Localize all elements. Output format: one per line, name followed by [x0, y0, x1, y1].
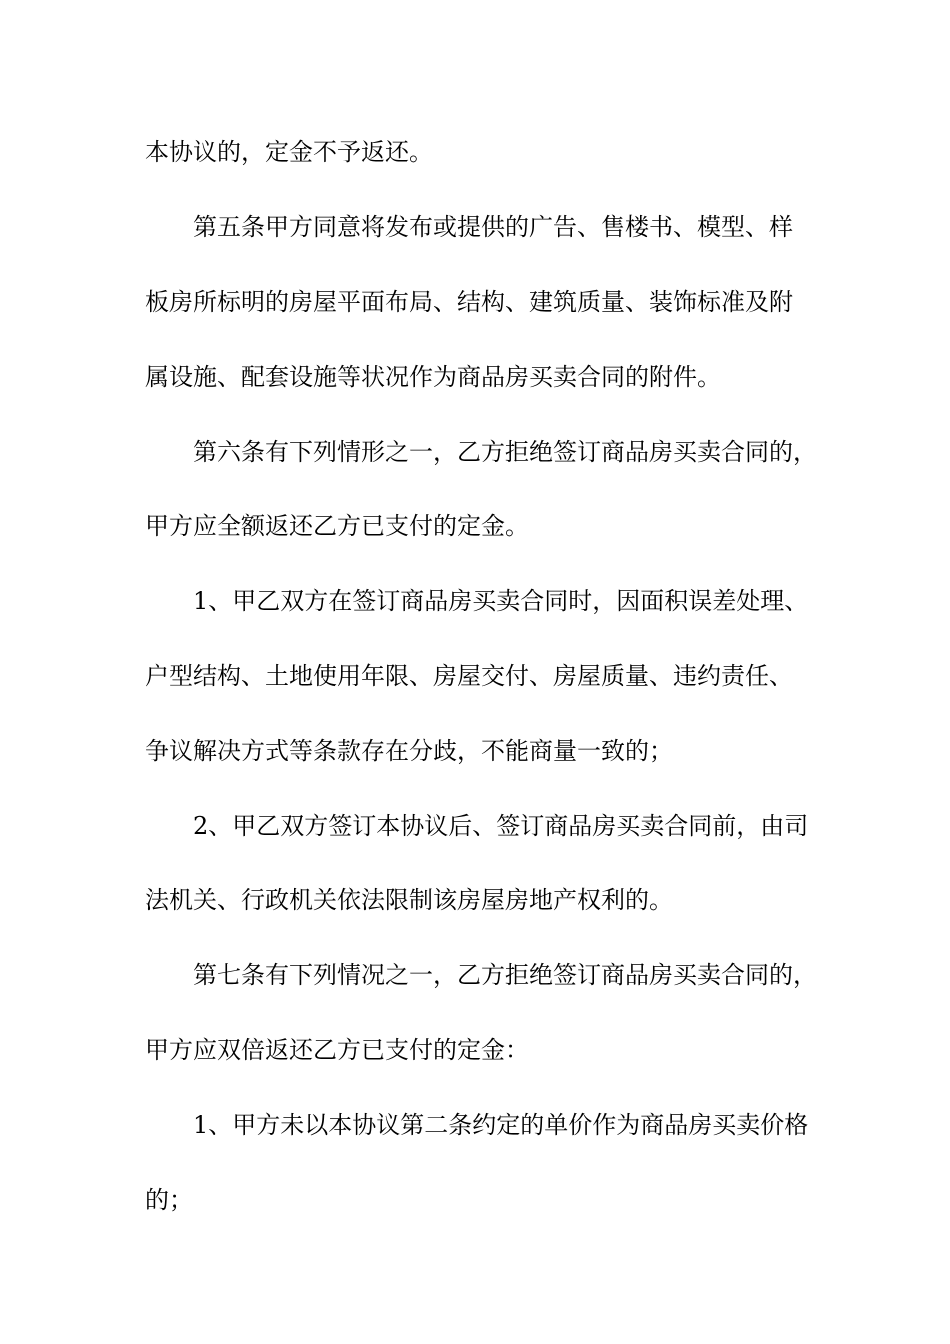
- article-6-line: 第六条有下列情形之一，乙方拒绝签订商品房买卖合同的，: [193, 438, 817, 466]
- text-line: 法机关、行政机关依法限制该房屋房地产权利的。: [145, 886, 673, 914]
- text-line: 甲方应双倍返还乙方已支付的定金：: [145, 1036, 529, 1064]
- text-line: 属设施、配套设施等状况作为商品房买卖合同的附件。: [145, 363, 721, 391]
- text-line: 甲方应全额返还乙方已支付的定金。: [145, 512, 529, 540]
- text-line: 板房所标明的房屋平面布局、结构、建筑质量、装饰标准及附: [145, 288, 793, 316]
- text-line: 本协议的，定金不予返还。: [145, 138, 433, 166]
- item-2-line: 2、甲乙双方签订本协议后、签订商品房买卖合同前，由司: [193, 812, 809, 840]
- text-line: 的；: [145, 1186, 193, 1214]
- text-line: 户型结构、土地使用年限、房屋交付、房屋质量、违约责任、: [145, 662, 793, 690]
- article-5-line: 第五条甲方同意将发布或提供的广告、售楼书、模型、样: [193, 213, 793, 241]
- item-1-line: 1、甲乙双方在签订商品房买卖合同时，因面积误差处理、: [193, 587, 809, 615]
- item-1-line: 1、甲方未以本协议第二条约定的单价作为商品房买卖价格: [193, 1111, 809, 1139]
- text-line: 争议解决方式等条款存在分歧，不能商量一致的；: [145, 737, 673, 765]
- article-7-line: 第七条有下列情况之一，乙方拒绝签订商品房买卖合同的，: [193, 961, 817, 989]
